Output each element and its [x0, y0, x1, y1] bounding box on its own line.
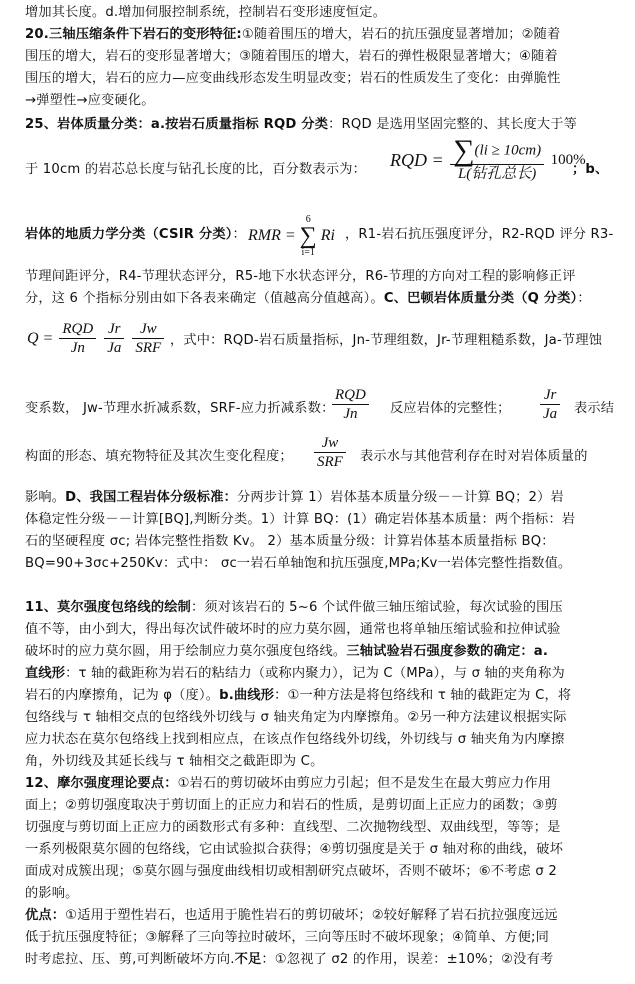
- fraction-denominator: Jn: [70, 340, 85, 356]
- text: ，式中：RQD-岩石质量指标，Jn-节理组数，Jr-节理粗糙系数，Ja-节理蚀: [170, 333, 603, 348]
- text: 变系数， Jw-节理水折减系数，SRF-应力折减系数：: [25, 401, 335, 416]
- text-line: [25, 531, 555, 553]
- text-line: [345, 224, 613, 246]
- text-line: [25, 927, 549, 949]
- sum-symbol: ∑: [453, 134, 475, 167]
- text-line: [25, 773, 551, 795]
- text: 包络线与 τ 轴相交点的包络线外切线与 σ 轴夹角定为内摩擦角。②另一种方法建议根据实际: [25, 710, 567, 725]
- sum-term: Ri: [320, 227, 335, 244]
- text: 石的坚硬程度 σc; 岩体完整性指数 Kv。 2）基本质量分级：计算岩体基本质量指标 BQ：: [25, 534, 555, 549]
- text: 影响。: [25, 490, 66, 505]
- text-line: [25, 949, 553, 971]
- text-line: [25, 663, 565, 685]
- fraction-denominator: Jn: [343, 406, 358, 422]
- text: 的影响。: [25, 886, 79, 901]
- fraction-denominator: Ja: [107, 340, 122, 356]
- text: 角，外切线及其延长线与 τ 轴相交之截距即为 C。: [25, 754, 324, 769]
- fraction-denominator: L(钻孔总长): [457, 166, 537, 182]
- text: ；b、: [572, 162, 609, 177]
- text-line: [574, 398, 614, 420]
- text-line: [25, 861, 557, 883]
- text-line: [25, 266, 576, 288]
- text-line: [25, 446, 293, 468]
- text-line: [25, 24, 560, 46]
- text-line: [25, 597, 563, 619]
- formula-lhs: RQD =: [390, 150, 444, 170]
- text-line: [25, 509, 575, 531]
- text: ：a.: [520, 644, 549, 659]
- text: ：: [577, 291, 591, 306]
- text: 面成对成簇出现；⑤莫尔圆与强度曲线相切或相割研究点破坏，否则不破坏；⑥不考虑 σ 2: [25, 864, 557, 879]
- text: ①随着围压的增大，岩石的抗压强度显著增加；②随着: [241, 27, 561, 42]
- text-line: [25, 68, 561, 90]
- heading-strength-parameters: 三轴试验岩石强度参数的确定: [346, 644, 521, 659]
- text: 破坏时的应力莫尔圆，用于绘制应力莫尔强度包络线。: [25, 644, 347, 659]
- fraction-numerator: Jr: [104, 320, 124, 339]
- fraction-numerator: Jw: [132, 320, 164, 339]
- rqd-formula: [390, 134, 586, 183]
- text-line: [25, 641, 548, 663]
- subheading-curved: b.曲线形: [219, 688, 275, 703]
- fraction-denominator: Ja: [543, 406, 558, 422]
- sum-upper-limit: 6: [305, 214, 311, 225]
- text: BQ=90+3σc+250Kv：式中： σc一岩石单轴饱和抗压强度,MPa;Kv一岩体完整性指数值。: [25, 556, 572, 571]
- text: ：: [232, 227, 246, 242]
- text: ：①一种方法是将包络线和 τ 轴的截距定为 C，将: [274, 688, 572, 703]
- text: 分两步计算 1）岩体基本质量分级－－计算 BQ；2）岩: [236, 490, 564, 505]
- q-fraction-2: [104, 320, 124, 357]
- heading-shortcomings: 不足: [234, 952, 262, 967]
- text: 时考虑拉、压、剪,可判断破坏方向.: [25, 952, 235, 967]
- text-line: [25, 817, 561, 839]
- text: 一系列极限莫尔圆的包络线，它由试验拟合获得；④剪切强度是关于 σ 轴对称的曲线，破坏: [25, 842, 564, 857]
- text-line: [25, 2, 386, 24]
- heading-advantages: 优点：: [25, 908, 66, 923]
- text: 低于抗压强度特征；③解释了三向等拉时破坏，三向等压时不破坏现象；④简单、方便;同: [25, 930, 550, 945]
- heading-mohr-envelope: 11、莫尔强度包络线的绘制: [25, 600, 192, 615]
- text-line: [25, 288, 591, 310]
- text-line: [360, 446, 588, 468]
- fraction-numerator: (li ≥ 10cm): [474, 142, 542, 159]
- text: 节理间距评分，R4-节理状态评分，R5-地下水状态评分，R6-节理的方向对工程的影响修正评: [25, 269, 576, 284]
- heading-q-classification: C、巴顿岩体质量分类（Q 分类）: [383, 291, 578, 306]
- rmr-formula: [248, 214, 335, 258]
- subheading-linear: 直线形: [25, 666, 66, 681]
- fraction-denominator: SRF: [317, 454, 343, 470]
- text: ：须对该岩石的 5~6 个试件做三轴压缩试验，每次试验的围压: [191, 600, 563, 615]
- text: 表示水与其他营利存在时对岩体质量的: [360, 449, 588, 464]
- fraction-numerator: RQD: [59, 320, 96, 339]
- text-line: [25, 905, 558, 927]
- text: 表示结: [574, 401, 615, 416]
- text: 分，这 6 个指标分别由如下各表来确定（值越高分值越高）。: [25, 291, 384, 306]
- text-line: [25, 685, 571, 707]
- heading-triaxial: 20.三轴压缩条件下岩石的变形特征:: [25, 27, 242, 42]
- jr-ja-fraction: [538, 386, 562, 423]
- text-line: [25, 729, 564, 751]
- text-line: [572, 159, 608, 181]
- text-line: [25, 839, 563, 861]
- fraction-numerator: Jr: [540, 386, 560, 405]
- text-line: [390, 398, 511, 420]
- formula-lhs: RMR =: [248, 227, 296, 244]
- text: 切强度与剪切面上正应力的函数形式有多种：直线型、二次抛物线型、双曲线型，等等；是: [25, 820, 561, 835]
- text: 反应岩体的完整性；: [390, 401, 511, 416]
- text-line: [25, 707, 567, 729]
- text-line: [25, 224, 246, 246]
- sum-symbol: ∑: [299, 223, 317, 249]
- q-fraction-3: [132, 320, 164, 357]
- text: ①适用于塑性岩石，也适用于脆性岩石的剪切破坏；②较好解释了岩石抗拉强度远远: [65, 908, 558, 923]
- text-line: [25, 795, 558, 817]
- text: 面上；②剪切强度取决于剪切面上的正应力和岩石的性质，是剪切面上正应力的函数；③剪: [25, 798, 558, 813]
- rqd-jn-fraction: [330, 386, 371, 423]
- text: 岩石的内摩擦角，记为 φ（度）。: [25, 688, 220, 703]
- text-line: [25, 751, 323, 773]
- text: ：RQD 是选用坚固完整的、其长度大于等: [328, 117, 578, 132]
- text-line: [25, 553, 571, 575]
- text-line: [25, 90, 155, 112]
- text: ①岩石的剪切破坏由剪应力引起；但不是发生在最大剪应力作用: [177, 776, 552, 791]
- text: 围压的增大，岩石的变形显著增大；③随着围压的增大，岩石的弹性极限显著增大；④随着: [25, 49, 558, 64]
- text-line: [25, 883, 79, 905]
- fraction-numerator: RQD: [332, 386, 369, 405]
- text: ，R1-岩石抗压强度评分，R2-RQD 评分 R3-: [345, 227, 614, 242]
- text: 体稳定性分级－－计算[BQ],判断分类。1）计算 BQ：(1）确定岩体基本质量：两个指标：岩: [25, 512, 576, 527]
- text-line: [25, 159, 366, 181]
- text: 应力状态在莫尔包络线上找到相应点，在该点作包络线外切线，外切线与 σ 轴夹角为内摩擦: [25, 732, 565, 747]
- text: 围压的增大，岩石的应力—应变曲线形态发生明显改变；岩石的性质发生了变化：由弹脆性: [25, 71, 561, 86]
- text-line: [25, 398, 334, 420]
- text: 构面的形态、填充物特征及其次生变化程度；: [25, 449, 293, 464]
- text-line: [170, 330, 602, 352]
- heading-csir: 岩体的地质力学分类（CSIR 分类）: [25, 227, 233, 242]
- text: ：①忽视了 σ2 的作用，误差：±10%；②没有考: [261, 952, 554, 967]
- text: 于 10cm 的岩芯总长度与钻孔长度的比，百分数表示为：: [25, 162, 366, 177]
- q-fraction-1: [59, 320, 96, 357]
- text: 值不等，由小到大，得出每次试件破坏时的应力莫尔圆，通常也将单轴压缩试验和拉伸试验: [25, 622, 561, 637]
- text-line: [25, 114, 577, 136]
- text: →弹塑性→应变硬化。: [25, 93, 155, 108]
- text-line: [25, 487, 564, 509]
- jw-srf-fraction: [312, 434, 348, 471]
- heading-mohr-theory: 12、摩尔强度理论要点：: [25, 776, 178, 791]
- formula-lhs: Q =: [27, 329, 54, 347]
- fraction-denominator: SRF: [135, 340, 162, 356]
- heading-china-standard: D、我国工程岩体分级标准：: [65, 490, 237, 505]
- rqd-fraction: [450, 134, 544, 183]
- text-line: [25, 46, 558, 68]
- q-formula: [27, 320, 166, 357]
- text: ：τ 轴的截距称为岩石的粘结力（或称内聚力），记为 C（MPa），与 σ 轴的夹角称为: [65, 666, 565, 681]
- text-line: [25, 619, 561, 641]
- percent: 100%: [550, 152, 586, 168]
- text: 增加其长度。d.增加伺服控制系统，控制岩石变形速度恒定。: [25, 5, 387, 20]
- fraction-numerator: Jw: [314, 434, 346, 453]
- sum-lower-limit: i=1: [301, 247, 315, 258]
- heading-rock-mass-classification: 25、岩体质量分类：a.按岩石质量指标 RQD 分类: [25, 117, 329, 132]
